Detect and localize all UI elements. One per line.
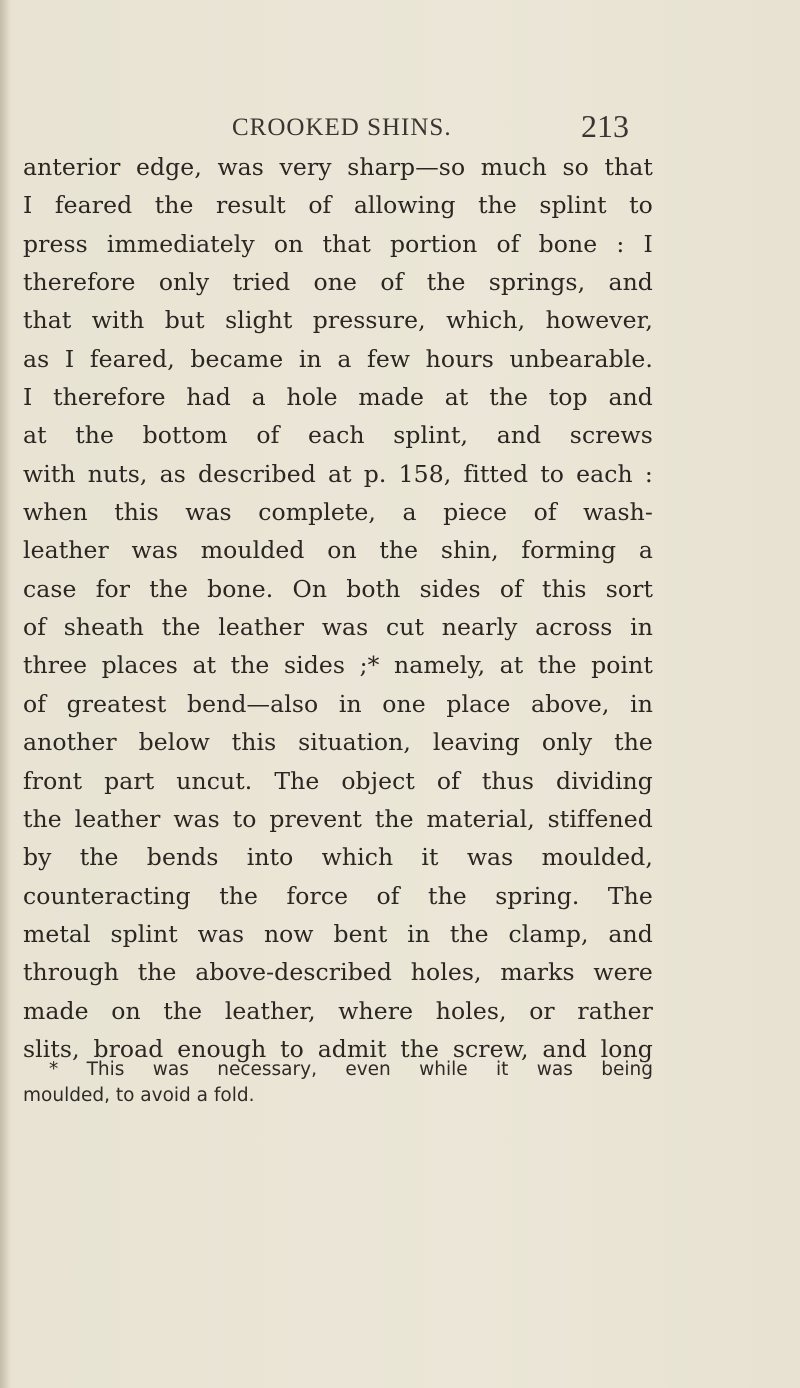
text-line: made on the leather, where holes, or rather [23, 996, 653, 1025]
text-line: metal splint was now bent in the clamp, and [23, 919, 653, 948]
text-line: of greatest bend—also in one place above, in [23, 689, 653, 718]
page-gutter-shadow [0, 0, 10, 1388]
text-line: press immediately on that portion of bone : I [23, 229, 653, 258]
page-number: 213 [581, 108, 629, 144]
text-line: front part uncut. The object of thus dividing [23, 766, 653, 795]
text-line: anterior edge, was very sharp—so much so that [23, 153, 653, 181]
text-line: I therefore had a hole made at the top and [23, 383, 653, 412]
text-line: of sheath the leather was cut nearly across in [23, 613, 653, 642]
text-line: that with but slight pressure, which, however, [23, 306, 653, 335]
text-line: therefore only tried one of the springs, and [23, 268, 653, 297]
text-line: three places at the sides ;* namely, at the point [23, 651, 653, 680]
text-line: the leather was to prevent the material, stiffened [23, 804, 653, 833]
body-text [23, 148, 653, 1068]
running-head [0, 108, 800, 148]
text-line: I feared the result of allowing the splint to [23, 191, 653, 220]
running-head-title: CROOKED SHINS. [232, 114, 452, 141]
text-line: with nuts, as described at p. 158, fitted to each : [23, 459, 653, 488]
text-line: leather was moulded on the shin, forming a [23, 536, 653, 565]
text-line: another below this situation, leaving only the [23, 728, 653, 757]
text-line: case for the bone. On both sides of this sort [23, 574, 653, 603]
text-line: through the above-described holes, marks were [23, 958, 653, 987]
footnote-line: * This was necessary, even while it was being [49, 1059, 653, 1080]
footnote-line: moulded, to avoid a fold. [23, 1085, 255, 1106]
text-line: at the bottom of each splint, and screws [23, 421, 653, 450]
text-line: as I feared, became in a few hours unbearable. [23, 344, 653, 373]
text-line: counteracting the force of the spring. The [23, 881, 653, 910]
footnote [23, 1057, 653, 1109]
text-line: when this was complete, a piece of wash- [23, 498, 653, 527]
text-line: slits, broad enough to admit the screw, and long [23, 1034, 653, 1063]
text-line: by the bends into which it was moulded, [23, 843, 653, 872]
